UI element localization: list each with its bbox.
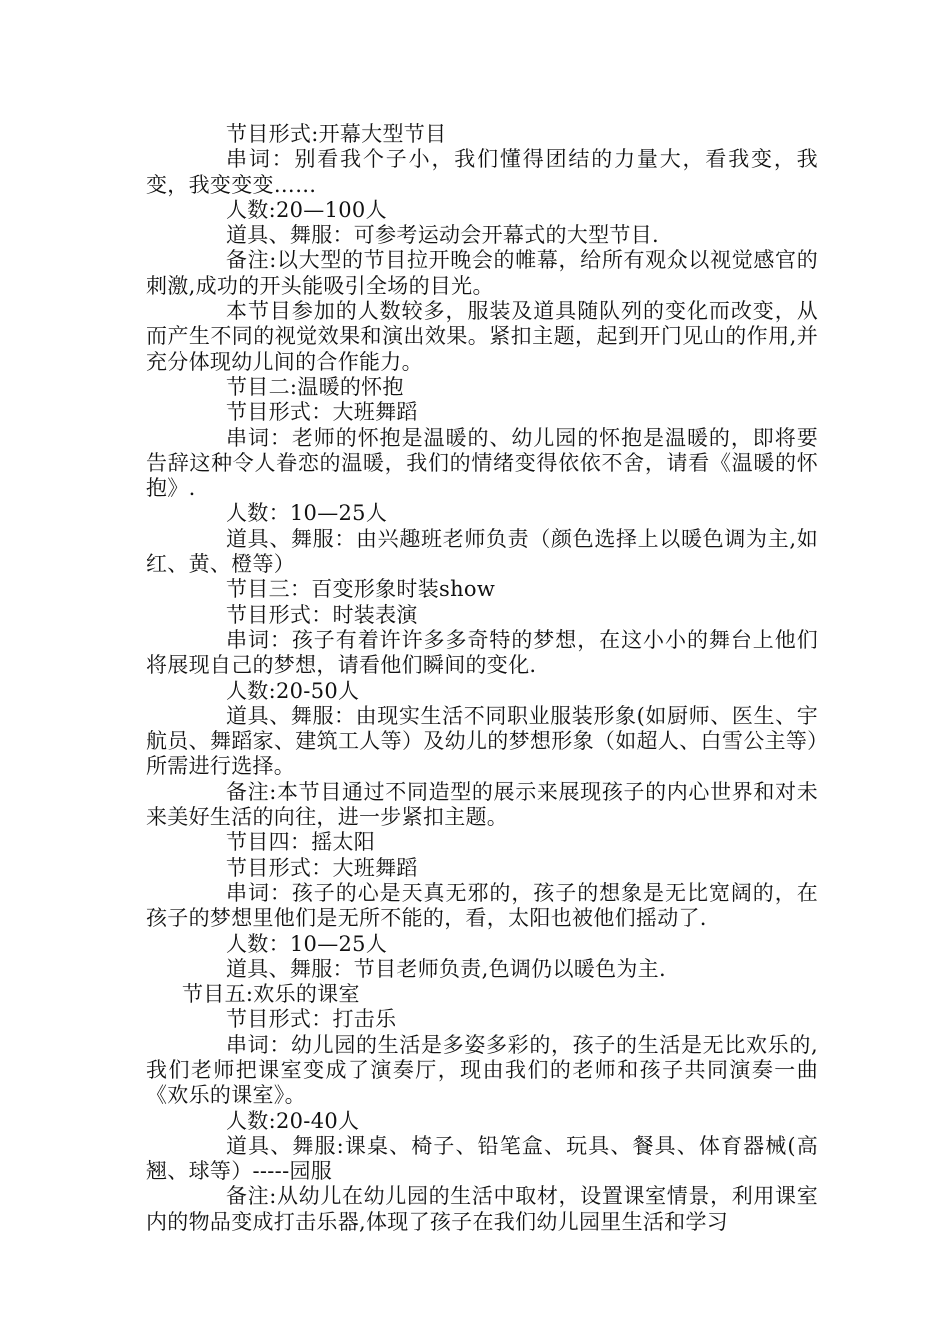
paragraph-script-program-3: 串词：孩子有着许许多多奇特的梦想，在这小小的舞台上他们将展现自己的梦想，请看他们瞬间的变化. (146, 627, 818, 678)
paragraph-count-program-2: 人数：10—25人 (226, 501, 388, 526)
paragraph-note-program-3: 备注:本节目通过不同造型的展示来展现孩子的内心世界和对未来美好生活的向往，进一步紧扣主题。 (146, 779, 818, 830)
paragraph-form-program-2: 节目形式：大班舞蹈 (226, 400, 418, 425)
paragraph-form-program-3: 节目形式：时装表演 (226, 602, 418, 627)
paragraph-form-program-4: 节目形式：大班舞蹈 (226, 855, 418, 880)
paragraph-props-opening: 道具、舞服：可参考运动会开幕式的大型节目. (226, 223, 659, 248)
paragraph-script-program-4: 串词：孩子的心是天真无邪的，孩子的想象是无比宽阔的，在孩子的梦想里他们是无所不能的，看，太阳也被他们摇动了. (146, 880, 818, 931)
document-body (146, 122, 818, 1235)
paragraph-props-program-2: 道具、舞服：由兴趣班老师负责（颜色选择上以暖色调为主,如红、黄、橙等） (146, 526, 818, 577)
paragraph-props-program-5: 道具、舞服:课桌、椅子、铅笔盒、玩具、餐具、体育器械(高翘、球等）-----园服 (146, 1133, 818, 1184)
paragraph-props-program-3: 道具、舞服：由现实生活不同职业服装形象(如厨师、医生、宇航员、舞蹈家、建筑工人等）及幼儿的梦想形象（如超人、白雪公主等）所需进行选择。 (146, 703, 818, 779)
paragraph-count-program-5: 人数:20-40人 (226, 1108, 360, 1133)
paragraph-script-opening: 串词：别看我个子小，我们懂得团结的力量大，看我变，我变，我变变变…… (146, 147, 818, 197)
paragraph-heading-program-5: 节目五:欢乐的课室 (182, 982, 360, 1007)
paragraph-count-opening: 人数:20—100人 (226, 197, 387, 222)
paragraph-heading-program-3: 节目三：百变形象时装show (226, 577, 496, 602)
paragraph-note-opening: 备注:以大型的节目拉开晚会的帷幕，给所有观众以视觉感官的刺激,成功的开头能吸引全场的目光。 (146, 248, 818, 298)
paragraph-props-program-4: 道具、舞服：节目老师负责,色调仍以暖色为主. (226, 956, 666, 981)
paragraph-count-program-3: 人数:20-50人 (226, 678, 360, 703)
paragraph-script-program-2: 串词：老师的怀抱是温暖的、幼儿园的怀抱是温暖的，即将要告辞这种令人眷恋的温暖，我们的情绪变得依依不舍，请看《温暖的怀抱》. (146, 425, 818, 501)
paragraph-form-program-5: 节目形式：打击乐 (226, 1007, 397, 1032)
paragraph-description-opening: 本节目参加的人数较多，服装及道具随队列的变化而改变，从而产生不同的视觉效果和演出效果。紧扣主题，起到开门见山的作用,并充分体现幼儿间的合作能力。 (146, 299, 818, 374)
paragraph-heading-program-2: 节目二:温暖的怀抱 (226, 374, 404, 399)
paragraph-count-program-4: 人数：10—25人 (226, 931, 388, 956)
paragraph-form-opening: 节目形式:开幕大型节目 (226, 122, 447, 146)
paragraph-heading-program-4: 节目四：摇太阳 (226, 830, 376, 855)
paragraph-script-program-5: 串词：幼儿园的生活是多姿多彩的，孩子的生活是无比欢乐的,我们老师把课室变成了演奏厅，现由我们的老师和孩子共同演奏一曲《欢乐的课室》。 (146, 1032, 818, 1108)
paragraph-note-program-5: 备注:从幼儿在幼儿园的生活中取材，设置课室情景，利用课室内的物品变成打击乐器,体现了孩子在我们幼儿园里生活和学习 (146, 1184, 818, 1234)
